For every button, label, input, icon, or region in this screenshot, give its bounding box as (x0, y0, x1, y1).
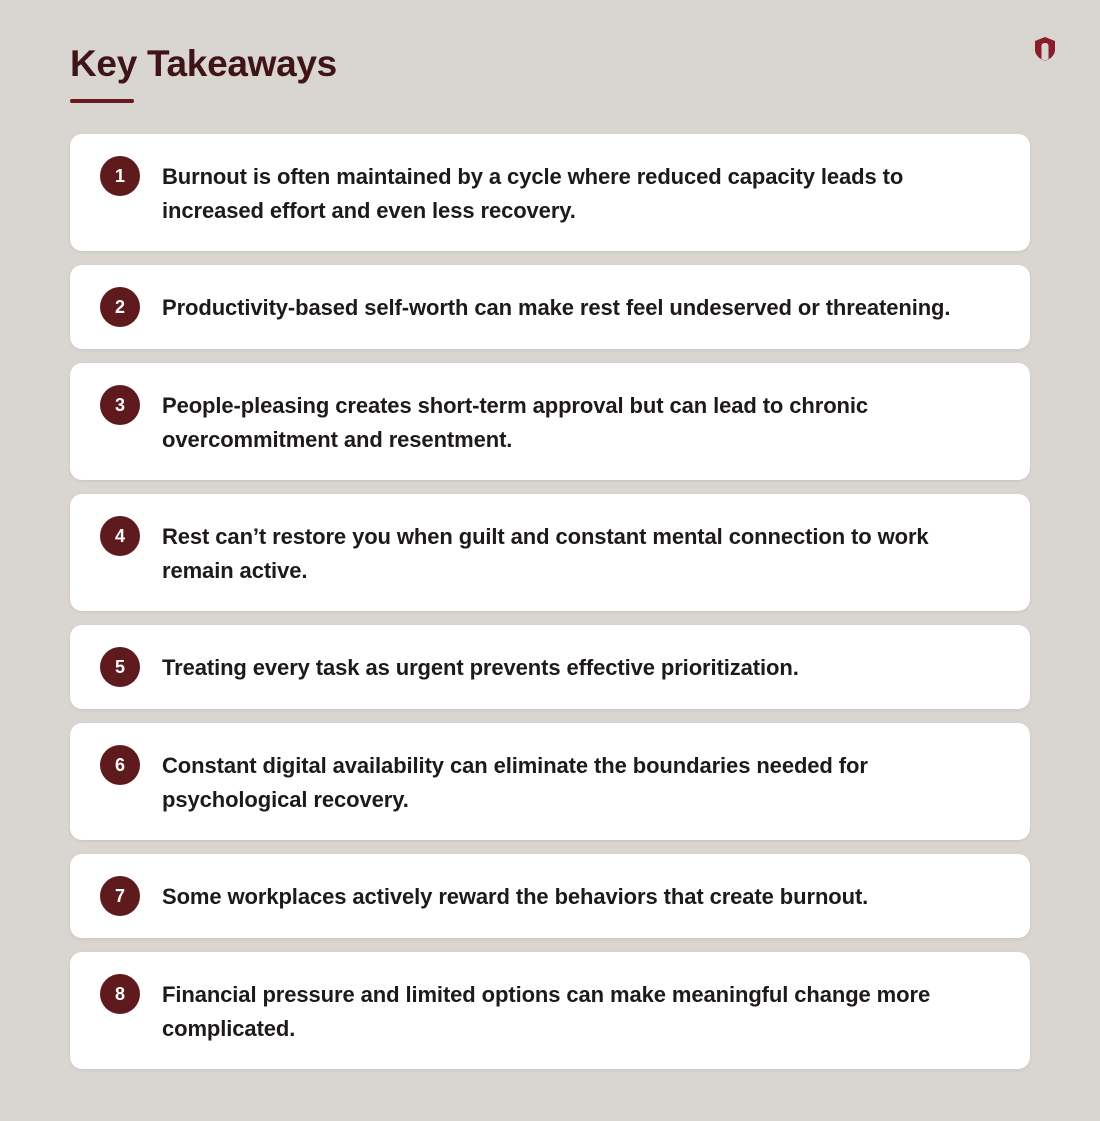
takeaway-text: People-pleasing creates short-term approval but can lead to chronic overcommitment and resentment. (162, 393, 869, 452)
takeaway-text: Rest can’t restore you when guilt and constant mental connection to work remain active. (162, 524, 929, 583)
takeaway-text: Constant digital availability can eliminate the boundaries needed for psychological recovery. (162, 753, 868, 812)
takeaway-card (70, 265, 1030, 349)
takeaway-card (70, 134, 1030, 251)
title-underline (70, 99, 134, 103)
takeaway-card (70, 723, 1030, 840)
takeaway-card (70, 494, 1030, 611)
number-badge: 1 (100, 156, 140, 196)
takeaway-card (70, 854, 1030, 938)
takeaway-text: Some workplaces actively reward the behaviors that create burnout. (162, 884, 869, 909)
shield-icon (1033, 36, 1057, 62)
takeaway-text: Burnout is often maintained by a cycle where reduced capacity leads to increased effort and even less recovery. (162, 164, 904, 223)
number-badge: 3 (100, 385, 140, 425)
number-badge: 8 (100, 974, 140, 1014)
takeaway-card (70, 625, 1030, 709)
number-badge: 6 (100, 745, 140, 785)
takeaway-text: Productivity-based self-worth can make rest feel undeserved or threatening. (162, 295, 951, 320)
number-badge: 2 (100, 287, 140, 327)
page-title: Key Takeaways (70, 43, 337, 84)
takeaway-card (70, 952, 1030, 1069)
number-badge: 7 (100, 876, 140, 916)
takeaway-text: Treating every task as urgent prevents effective prioritization. (162, 655, 799, 680)
takeaways-list (70, 134, 1030, 1083)
takeaway-text: Financial pressure and limited options can make meaningful change more complicated. (162, 982, 931, 1041)
takeaway-card (70, 363, 1030, 480)
number-badge: 5 (100, 647, 140, 687)
number-badge: 4 (100, 516, 140, 556)
